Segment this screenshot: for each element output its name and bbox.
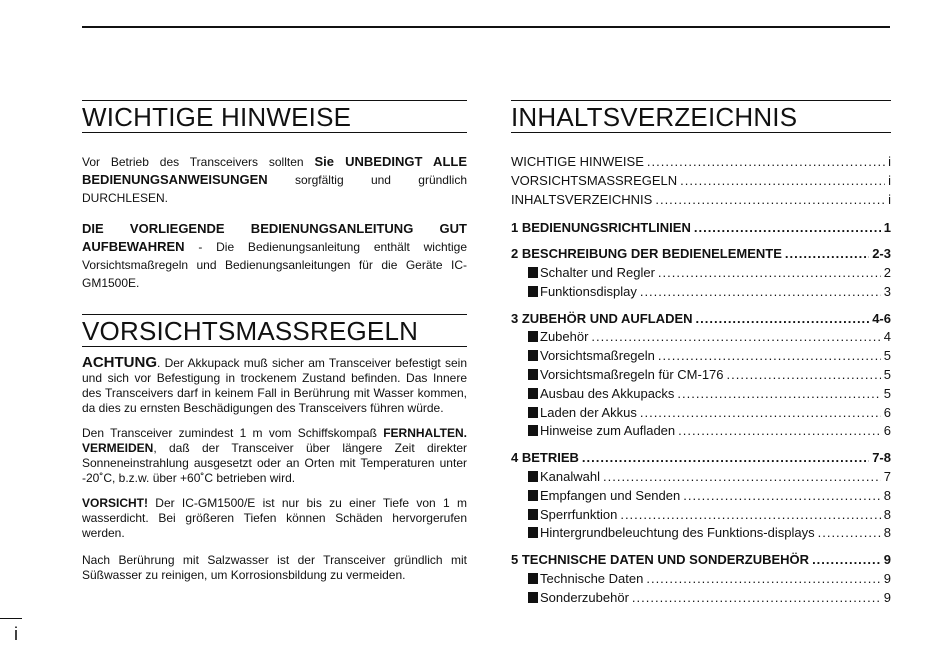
toc-entry xyxy=(511,422,891,441)
toc-entry xyxy=(511,524,891,543)
toc-leader-dots xyxy=(632,589,881,608)
toc-entry-label: Technische Daten xyxy=(528,570,643,589)
toc-entry xyxy=(511,219,891,238)
paragraph-compass: Den Transceiver zumindest 1 m vom Schiffskompaß FERNHALTEN. VERMEIDEN, daß der Transceiver über längere Zeit direkter Sonneneinstrahlung ausgesetzt oder an Orten mit Temperaturen unter -20˚C, b.z.w. über +60˚C betrieben wird. xyxy=(82,426,467,485)
toc-entry-page: 9 xyxy=(883,589,891,605)
toc-entry xyxy=(511,191,891,210)
toc-entry-label: 4 BETRIEB xyxy=(511,450,579,466)
toc-entry-page: 2-3 xyxy=(872,246,891,262)
toc-entry-page: 8 xyxy=(883,506,891,522)
square-bullet-icon xyxy=(528,407,538,418)
toc-leader-dots xyxy=(647,153,885,172)
page-number: i xyxy=(14,624,18,644)
toc-entry-page: 4 xyxy=(883,329,891,345)
footer-rule xyxy=(0,618,22,619)
toc-leader-dots xyxy=(696,310,870,329)
toc-entry xyxy=(511,570,891,589)
heading-wichtige-hinweise: WICHTIGE HINWEISE xyxy=(82,100,467,133)
toc-entry-page: 1 xyxy=(883,220,891,236)
toc-entry xyxy=(511,589,891,608)
toc-entry-page: i xyxy=(888,172,891,188)
toc-entry-label: Hintergrundbeleuchtung des Funktions-displays xyxy=(528,524,815,543)
square-bullet-icon xyxy=(528,331,538,342)
toc-leader-dots xyxy=(640,283,881,302)
toc-entry-page: 9 xyxy=(883,552,891,568)
left-column xyxy=(82,100,467,583)
toc-leader-dots xyxy=(658,264,881,283)
square-bullet-icon xyxy=(528,592,538,603)
paragraph-achtung: ACHTUNG. Der Akkupack muß sicher am Transceiver befestigt sein und sich vor Befestigung in trockenem Zustand befinden. Das Innere des Transceivers darf in keinem Fall in Berührung mit Wasser kommen, da dies zu ernsten Beschädigungen des Transceivers führen würde. xyxy=(82,354,467,415)
toc-entry-label: 1 BEDIENUNGSRICHTLINIEN xyxy=(511,220,691,236)
toc-entry-page: 8 xyxy=(883,525,891,541)
toc-entry-page: 9 xyxy=(883,570,891,586)
top-rule xyxy=(82,26,890,28)
square-bullet-icon xyxy=(528,573,538,584)
toc-leader-dots xyxy=(658,347,881,366)
toc-entry-label: Laden der Akkus xyxy=(528,404,637,423)
toc-entry xyxy=(511,328,891,347)
heading-vorsichtsmassregeln: VORSICHTSMASSREGELN xyxy=(82,314,467,347)
toc-entry-label: Schalter und Regler xyxy=(528,264,655,283)
toc-leader-dots xyxy=(812,551,881,570)
toc-leader-dots xyxy=(620,506,880,525)
square-bullet-icon xyxy=(528,425,538,436)
toc-leader-dots xyxy=(785,245,869,264)
toc-leader-dots xyxy=(603,468,881,487)
square-bullet-icon xyxy=(528,286,538,297)
toc-entry-page: i xyxy=(888,191,891,207)
paragraph-vorsicht: VORSICHT! Der IC-GM1500/E ist nur bis zu einer Tiefe von 1 m wasserdicht. Bei größeren Tiefen können Schäden hervorgerufen werden. xyxy=(82,496,467,540)
toc-entry-page: 2 xyxy=(883,264,891,280)
toc-entry xyxy=(511,347,891,366)
toc-entry-label: Zubehör xyxy=(528,328,588,347)
toc-entry-label: Vorsichtsmaßregeln für CM-176 xyxy=(528,366,724,385)
toc-leader-dots xyxy=(727,366,881,385)
toc-entry xyxy=(511,551,891,570)
toc-entry-label: Hinweise zum Aufladen xyxy=(528,422,675,441)
toc-entry-label: Funktionsdisplay xyxy=(528,283,637,302)
toc-entry-page: 7-8 xyxy=(872,450,891,466)
toc-leader-dots xyxy=(640,404,881,423)
toc-entry-label: WICHTIGE HINWEISE xyxy=(511,154,644,169)
square-bullet-icon xyxy=(528,267,538,278)
toc-entry-page: i xyxy=(888,154,891,169)
toc-entry xyxy=(511,153,891,172)
toc-entry-label: 2 BESCHREIBUNG DER BEDIENELEMENTE xyxy=(511,246,782,262)
toc-leader-dots xyxy=(680,172,885,191)
toc-entry xyxy=(511,468,891,487)
toc-entry xyxy=(511,245,891,264)
toc-leader-dots xyxy=(683,487,881,506)
toc-entry xyxy=(511,172,891,191)
square-bullet-icon xyxy=(528,369,538,380)
square-bullet-icon xyxy=(528,509,538,520)
toc-entry-page: 5 xyxy=(883,348,891,364)
toc-entry-page: 4-6 xyxy=(872,310,891,326)
toc-leader-dots xyxy=(677,385,880,404)
toc-leader-dots xyxy=(646,570,880,589)
toc-leader-dots xyxy=(818,524,881,543)
heading-inhaltsverzeichnis: INHALTSVERZEICHNIS xyxy=(511,100,891,133)
square-bullet-icon xyxy=(528,471,538,482)
toc-entry-page: 5 xyxy=(883,366,891,382)
toc-leader-dots xyxy=(678,422,881,441)
toc-leader-dots xyxy=(655,191,885,210)
paragraph-keep-manual: DIE VORLIEGENDE BEDIENUNGSANLEITUNG GUT AUFBEWAHREN - Die Bedienungsanleitung enthält wichtige Vorsichtsmaßregeln und Bedienungsanleitungen für die Geräte IC-GM1500E. xyxy=(82,221,467,290)
toc-entry-label: 5 TECHNISCHE DATEN UND SONDERZUBEHÖR xyxy=(511,552,810,568)
right-column xyxy=(511,100,891,608)
toc-entry-label: INHALTSVERZEICHNIS xyxy=(511,191,653,207)
toc-entry xyxy=(511,310,891,329)
toc-entry xyxy=(511,449,891,468)
toc-entry-label: VORSICHTSMASSREGELN xyxy=(511,172,678,188)
toc-entry-label: Empfangen und Senden xyxy=(528,487,680,506)
toc-entry-page: 3 xyxy=(883,283,891,299)
toc-entry xyxy=(511,487,891,506)
paragraph-saltwater: Nach Berührung mit Salzwasser ist der Transceiver gründlich mit Süßwasser zu reinigen, um Korrosionsbildung zu vermeiden. xyxy=(82,553,467,582)
toc-entry-label: Ausbau des Akkupacks xyxy=(528,385,674,404)
table-of-contents xyxy=(511,153,891,608)
square-bullet-icon xyxy=(528,490,538,501)
toc-entry-label: 3 ZUBEHÖR UND AUFLADEN xyxy=(511,310,693,326)
toc-entry-page: 5 xyxy=(883,385,891,401)
toc-entry xyxy=(511,366,891,385)
square-bullet-icon xyxy=(528,388,538,399)
toc-leader-dots xyxy=(582,449,869,468)
toc-entry-label: Kanalwahl xyxy=(528,468,600,487)
toc-entry-page: 7 xyxy=(883,468,891,484)
toc-entry-page: 8 xyxy=(883,487,891,503)
toc-leader-dots xyxy=(694,219,881,238)
toc-entry-label: Sonderzubehör xyxy=(528,589,629,608)
toc-entry xyxy=(511,404,891,423)
square-bullet-icon xyxy=(528,350,538,361)
toc-entry-label: Vorsichtsmaßregeln xyxy=(528,347,655,366)
toc-entry xyxy=(511,283,891,302)
toc-entry-page: 6 xyxy=(883,404,891,420)
paragraph-read-instructions: Vor Betrieb des Transceivers sollten Sie UNBEDINGT ALLE BEDIENUNGSANWEISUNGEN sorgfältig und gründlich DURCHLESEN. xyxy=(82,154,467,205)
toc-entry xyxy=(511,506,891,525)
toc-entry xyxy=(511,264,891,283)
toc-leader-dots xyxy=(591,328,880,347)
toc-entry-page: 6 xyxy=(883,423,891,439)
toc-entry-label: Sperrfunktion xyxy=(528,506,617,525)
toc-entry xyxy=(511,385,891,404)
square-bullet-icon xyxy=(528,527,538,538)
